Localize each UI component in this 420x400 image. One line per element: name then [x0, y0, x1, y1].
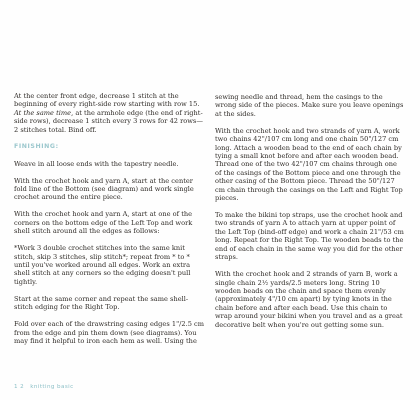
paragraph: Fold over each of the drawstring casing edges 1"/2.5 cm from the edge and pin them down (see diagrams). You may find it helpful to iron each hem as well. Using the	[14, 320, 205, 346]
paragraph: With the crochet hook and two strands of yarn A, work two chains 42"/107 cm long and one chain 50"/127 cm long. Attach a wooden bead to the end of each chain by tying a small knot before and after each wooden bead. Thread one of the two 42"/107 cm chains through one of the casings of the Bottom piece and one through the other casing of the Bottom piece. Thread the 50"/127 cm chain through the casings on the Left and Right Top pieces.	[215, 126, 403, 203]
paragraph: With the crochet hook and yarn A, start at one of the corners on the bottom edge of the Left Top and work shell stitch around all the edges as follows:	[14, 210, 193, 236]
paragraph-text: , at the armhole edge (the end of right-side rows), decrease 1 stitch every 3 rows for 42 rows—2 stitches total. Bind off.	[14, 108, 203, 134]
paragraph: *Work 3 double crochet stitches into the same knit stitch, skip 3 stitches, slip stitch*; repeat from * to * until you've worked around all edges. Work an extra shell stitch at any corners so the edging doesn't pull tightly.	[14, 244, 191, 286]
paragraph: Weave in all loose ends with the tapestry needle.	[14, 159, 179, 168]
right-column	[215, 93, 405, 338]
paragraph: With the crochet hook and 2 strands of yarn B, work a single chain 2½ yards/2.5 meters long. String 10 wooden beads on the chain and space them evenly (approximately 4"/10 cm apart) by tying knots in the chain before and after each bead. Use this chain to wrap around your bikini when you travel and as a great decorative belt when you're out getting some sun.	[215, 270, 403, 329]
emphasis-text: At the same time	[14, 108, 72, 117]
section-heading: FINISHING:	[14, 142, 59, 150]
page-number: 1 2	[14, 384, 25, 390]
running-title: knitting basic	[30, 384, 74, 390]
page-footer	[14, 384, 74, 390]
paragraph-text: At the center front edge, decrease 1 stitch at the beginning of every right-side row starting with row 15.	[14, 92, 200, 109]
paragraph: sewing needle and thread, hem the casings to the wrong side of the pieces. Make sure you leave openings at the sides.	[215, 93, 404, 118]
paragraph: To make the bikini top straps, use the crochet hook and two strands of yarn A to attach yarn at upper point of the Left Top (bind-off edge) and work a chain 21"/53 cm long. Repeat for the Right Top. Tie wooden beads to the end of each chain in the same way you did for the other straps.	[215, 211, 404, 262]
paragraph: With the crochet hook and yarn A, start at the center fold line of the Bottom (see diagram) and work single crochet around the entire piece.	[14, 176, 194, 202]
paragraph	[14, 92, 204, 134]
paragraph: Start at the same corner and repeat the same shell-stitch edging for the Right Top.	[14, 294, 189, 312]
left-column	[14, 92, 204, 354]
